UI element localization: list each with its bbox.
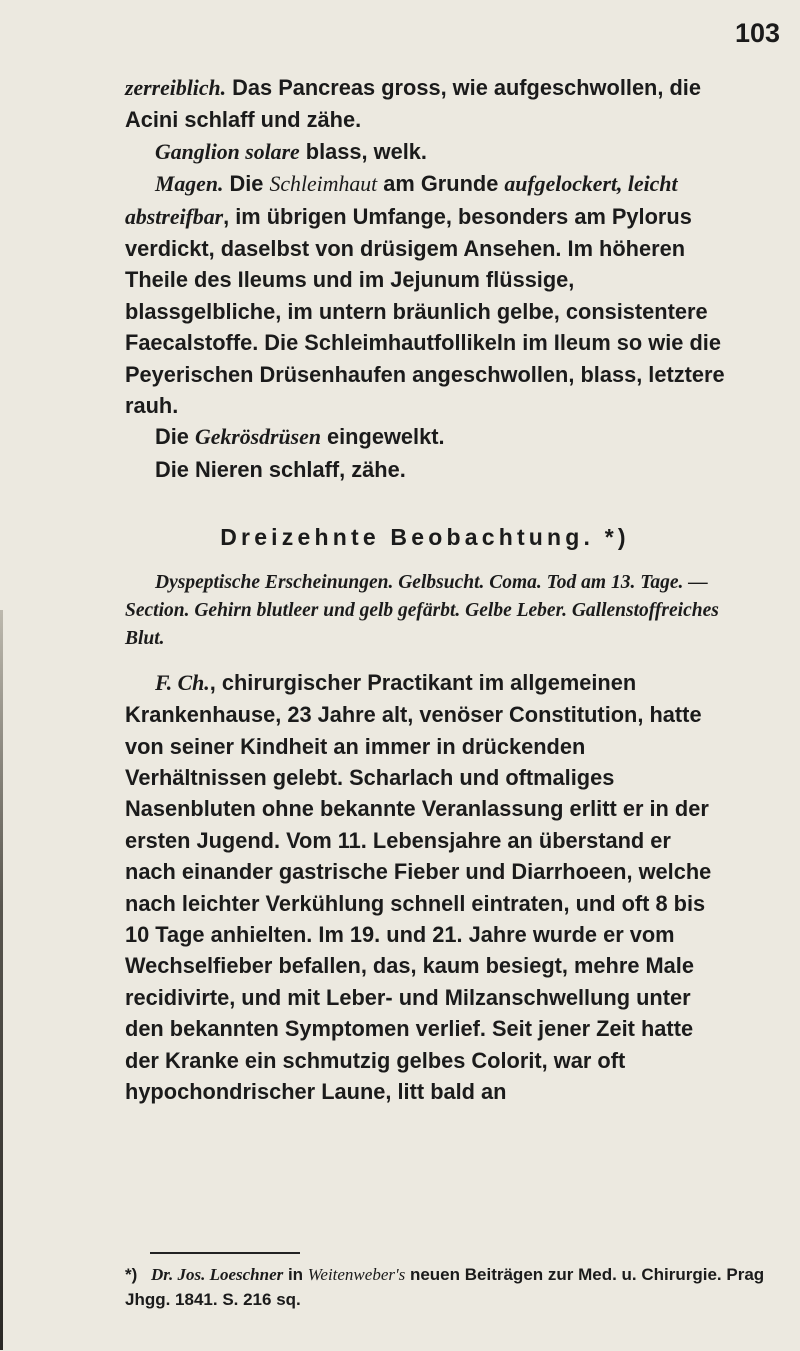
footnote-marker: *) [125,1265,138,1284]
paragraph-text: , im übrigen Umfange, besonders am Pylorus verdickt, daselbst von drüsigem Ansehen. Im höheren Theile des Ileums und im Jejunum flüssige, blassgelbliche, im untern bräunlich gelbe, consistentere Faecalstoffe. Die Schleimhautfollikeln im Ileum so wie die Peyerischen Drüsenhaufen angeschwollen, blass, letztere rauh. [125,203,725,419]
footnote-text [125,1262,765,1312]
paragraph-text: , chirurgischer Practikant im allgemeinen Krankenhause, 23 Jahre alt, venöser Constitution, hatte von seiner Kindheit an immer in drückenden Verhältnissen gelebt. Scharlach und oftmaliges Nasenbluten ohne bekannte Veranlassung erlitt er in der ersten Jugend. Vom 11. Lebensjahre an überstand er nach einander gastrische Fieber und Diarrhoeen, welche nach leichter Verkühlung schnell eintraten, und oft 8 bis 10 Tage anhielten. Im 19. und 21. Jahre wurde er vom Wechselfieber befallen, das, kaum besiegt, mehre Male recidivirte, und mit Leber- und Milzanschwellung unter den bekannten Symptomen verlief. Seit jener Zeit hatte der Kranke ein schmutzig gelbes Colorit, war oft hypochondrischer Laune, litt bald an [125,669,712,1104]
paragraph-gekroes [125,421,725,453]
page-number: 103 [735,18,781,48]
paragraph-nieren: Die Nieren schlaff, zähe. [155,456,406,482]
body-text [125,72,725,1107]
paragraph-text: Das Pancreas gross, wie aufgeschwollen, die Acini schlaff und zähe. [125,75,701,133]
patient-initials: F. Ch. [155,670,210,695]
paragraph-text: am Grunde [377,171,505,197]
page-edge-shadow [0,610,3,1350]
footnote-rule [150,1252,300,1254]
italic-term: aufgelockert, leicht abstreifbar [125,172,678,229]
section-heading: Dreizehnte Beobachtung. *) [220,524,630,551]
paragraph-text: blass, welk. [299,138,427,164]
italic-term: Ganglion solare [155,139,300,164]
paragraph-magen [125,168,725,421]
italic-term: Magen. [155,172,224,197]
paragraph-text: eingewelkt. [320,424,445,450]
footnote-work: Weitenweber's [307,1265,406,1284]
footnote [125,1262,765,1312]
case-paragraph [125,667,725,1108]
footnote-text-part: in [283,1265,308,1284]
footnote-text-part: neuen Beiträgen zur Med. u. Chirurgie. Prag Jhgg. 1841. S. 216 sq. [125,1265,765,1309]
case-summary: Dyspeptische Erscheinungen. Gelbsucht. Coma. Tod am 13. Tage. — Section. Gehirn blutleer und gelb gefärbt. Gelbe Leber. Gallenstoffreiches Blut. [125,571,719,649]
paragraph-text: Die [223,171,270,197]
paragraph-text: Die [155,424,195,450]
italic-term: Gekrösdrüsen [194,425,321,450]
italic-term: Schleimhaut [269,172,378,197]
footnote-author: Dr. Jos. Loeschner [151,1265,284,1284]
paragraph-ganglion [125,136,725,168]
paragraph-pancreas [125,72,725,136]
italic-term: zerreiblich. [125,76,227,100]
